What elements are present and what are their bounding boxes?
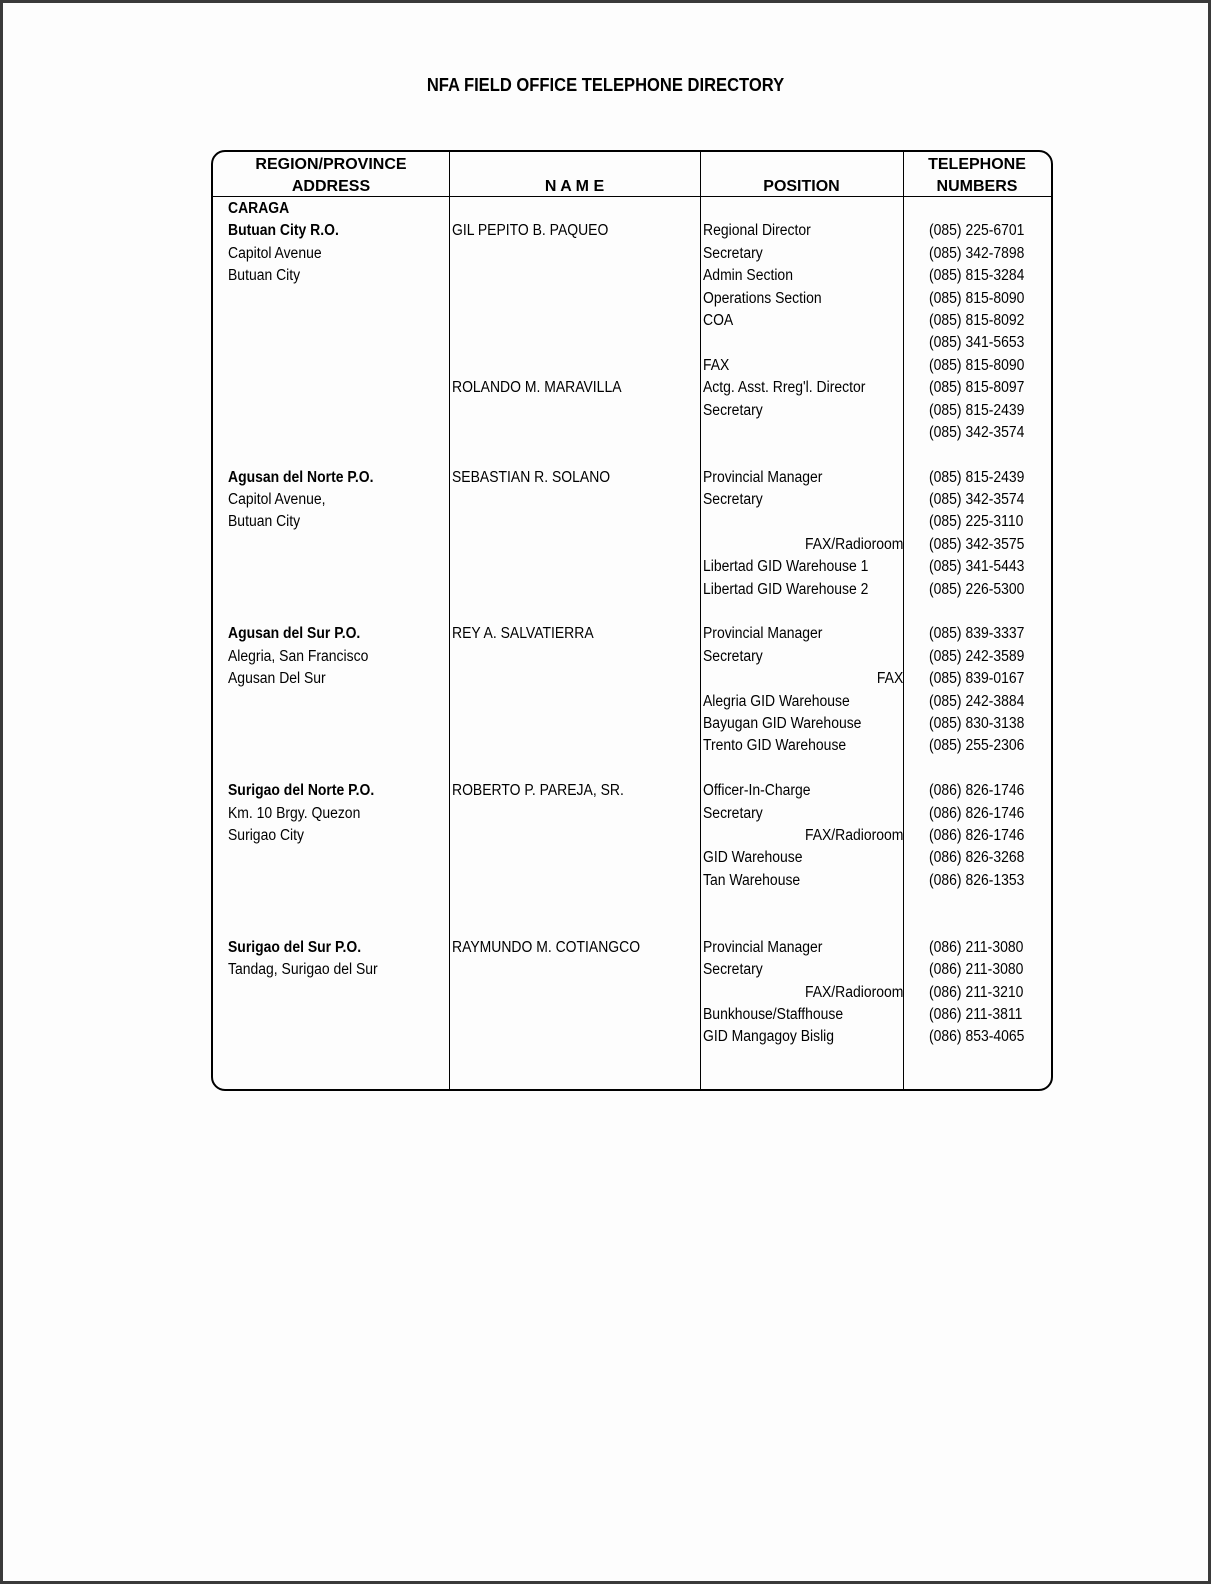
position-cell: Secretary (703, 244, 763, 262)
table-row (213, 1026, 1051, 1048)
address-cell: Alegria, San Francisco (228, 647, 369, 665)
position-cell: Officer-In-Charge (703, 782, 811, 800)
position-cell: FAX/Radioroom (804, 826, 903, 844)
position-cell: Secretary (703, 961, 763, 979)
table-row (213, 556, 1051, 578)
position-cell: Secretary (703, 804, 763, 822)
header-name-label: N A M E (544, 178, 605, 195)
telephone-cell: (085) 815-8092 (929, 311, 1025, 329)
directory-table (211, 150, 1053, 1091)
telephone-cell: (085) 342-3574 (929, 423, 1025, 441)
name-cell: REY A. SALVATIERRA (452, 625, 594, 643)
name-cell: RAYMUNDO M. COTIANGCO (452, 938, 641, 956)
table-row (213, 198, 1051, 220)
position-cell: Libertad GID Warehouse 1 (703, 558, 869, 576)
header-address-line2: ADDRESS (291, 178, 371, 195)
table-row (213, 534, 1051, 556)
table-row (213, 735, 1051, 757)
table-row (213, 422, 1051, 444)
position-cell: Secretary (703, 647, 763, 665)
telephone-cell: (085) 839-3337 (929, 625, 1025, 643)
address-cell: Butuan City (228, 513, 301, 531)
telephone-cell: (086) 211-3080 (929, 961, 1024, 979)
address-cell: Surigao City (228, 826, 304, 844)
telephone-cell: (085) 255-2306 (929, 737, 1025, 755)
position-cell: Alegria GID Warehouse (703, 692, 850, 710)
table-row (213, 265, 1051, 287)
telephone-cell: (086) 826-1353 (929, 871, 1025, 889)
telephone-cell: (085) 815-2439 (929, 468, 1025, 486)
telephone-cell: (085) 226-5300 (929, 580, 1025, 598)
header-telephone (903, 154, 1051, 196)
position-cell: Bunkhouse/Staffhouse (703, 1006, 844, 1024)
table-row (213, 803, 1051, 825)
table-row (213, 780, 1051, 802)
telephone-cell: (086) 211-3210 (929, 983, 1024, 1001)
name-cell: GIL PEPITO B. PAQUEO (452, 222, 609, 240)
position-cell: Tan Warehouse (703, 871, 801, 889)
telephone-cell: (085) 815-8090 (929, 356, 1025, 374)
telephone-cell: (086) 826-1746 (929, 826, 1025, 844)
table-row (213, 243, 1051, 265)
table-row (213, 870, 1051, 892)
telephone-cell: (085) 342-3575 (929, 535, 1025, 553)
table-row (213, 825, 1051, 847)
table-row (213, 489, 1051, 511)
table-row (213, 937, 1051, 959)
header-address-line1: REGION/PROVINCE (255, 156, 407, 173)
position-cell: Actg. Asst. Rreg'l. Director (703, 379, 866, 397)
position-cell: FAX (703, 356, 730, 374)
table-row (213, 668, 1051, 690)
table-row (213, 355, 1051, 377)
telephone-cell: (085) 225-3110 (929, 513, 1024, 531)
telephone-cell: (085) 839-0167 (929, 670, 1025, 688)
position-cell: FAX/Radioroom (804, 983, 903, 1001)
table-row (213, 915, 1051, 937)
telephone-cell: (085) 225-6701 (929, 222, 1025, 240)
position-cell: FAX/Radioroom (804, 535, 903, 553)
telephone-cell: (085) 815-2439 (929, 401, 1025, 419)
telephone-cell: (085) 815-8090 (929, 289, 1025, 307)
table-row (213, 847, 1051, 869)
telephone-cell: (085) 341-5653 (929, 334, 1025, 352)
header-position (700, 154, 903, 196)
telephone-cell: (085) 342-3574 (929, 491, 1025, 509)
address-cell: Capitol Avenue (228, 244, 322, 262)
header-position-label: POSITION (763, 178, 840, 195)
table-row (213, 892, 1051, 914)
telephone-cell: (086) 211-3811 (929, 1006, 1023, 1024)
telephone-cell: (085) 341-5443 (929, 558, 1025, 576)
telephone-cell: (085) 242-3884 (929, 692, 1025, 710)
table-row (213, 220, 1051, 242)
address-cell: Tandag, Surigao del Sur (228, 961, 378, 979)
table-row (213, 959, 1051, 981)
header-telephone-line1: TELEPHONE (928, 156, 1026, 173)
position-cell: Provincial Manager (703, 468, 823, 486)
position-cell: Secretary (703, 401, 763, 419)
address-cell: Agusan del Sur P.O. (228, 625, 361, 643)
address-cell: Surigao del Norte P.O. (228, 782, 375, 800)
table-row (213, 511, 1051, 533)
table-row (213, 623, 1051, 645)
address-cell: Butuan City (228, 267, 301, 285)
directory-rows (213, 198, 1051, 1049)
table-row (213, 691, 1051, 713)
telephone-cell: (085) 815-3284 (929, 267, 1025, 285)
telephone-cell: (085) 830-3138 (929, 714, 1025, 732)
name-cell: ROBERTO P. PAREJA, SR. (452, 782, 624, 800)
position-cell: GID Warehouse (703, 849, 803, 867)
position-cell: FAX (876, 670, 903, 688)
header-name (449, 154, 700, 196)
telephone-cell: (085) 342-7898 (929, 244, 1025, 262)
table-row (213, 982, 1051, 1004)
table-row (213, 377, 1051, 399)
table-row (213, 1004, 1051, 1026)
table-row (213, 579, 1051, 601)
address-cell: Agusan Del Sur (228, 670, 326, 688)
header-address (213, 154, 449, 196)
table-row (213, 646, 1051, 668)
position-cell: Operations Section (703, 289, 822, 307)
name-cell: SEBASTIAN R. SOLANO (452, 468, 611, 486)
table-row (213, 601, 1051, 623)
telephone-cell: (086) 826-1746 (929, 782, 1025, 800)
position-cell: COA (703, 311, 734, 329)
telephone-cell: (086) 826-1746 (929, 804, 1025, 822)
address-cell: Butuan City R.O. (228, 222, 339, 240)
table-row (213, 332, 1051, 354)
telephone-cell: (086) 211-3080 (929, 938, 1024, 956)
position-cell: Admin Section (703, 267, 793, 285)
table-row (213, 444, 1051, 466)
telephone-cell: (086) 826-3268 (929, 849, 1025, 867)
table-row (213, 288, 1051, 310)
telephone-cell: (085) 815-8097 (929, 379, 1025, 397)
telephone-cell: (086) 853-4065 (929, 1028, 1025, 1046)
position-cell: Provincial Manager (703, 625, 823, 643)
document-title: NFA FIELD OFFICE TELEPHONE DIRECTORY (426, 75, 785, 95)
position-cell: Bayugan GID Warehouse (703, 714, 862, 732)
telephone-cell: (085) 242-3589 (929, 647, 1025, 665)
address-cell: CARAGA (228, 200, 290, 217)
position-cell: Libertad GID Warehouse 2 (703, 580, 869, 598)
position-cell: Secretary (703, 491, 763, 509)
table-row (213, 467, 1051, 489)
table-row (213, 713, 1051, 735)
position-cell: Regional Director (703, 222, 811, 240)
table-row (213, 400, 1051, 422)
position-cell: Provincial Manager (703, 938, 823, 956)
address-cell: Km. 10 Brgy. Quezon (228, 804, 361, 822)
address-cell: Surigao del Sur P.O. (228, 938, 362, 956)
table-row (213, 758, 1051, 780)
table-row (213, 310, 1051, 332)
address-cell: Capitol Avenue, (228, 491, 326, 509)
name-cell: ROLANDO M. MARAVILLA (452, 379, 622, 397)
position-cell: GID Mangagoy Bislig (703, 1028, 835, 1046)
header-telephone-line2: NUMBERS (936, 178, 1018, 195)
address-cell: Agusan del Norte P.O. (228, 468, 374, 486)
position-cell: Trento GID Warehouse (703, 737, 847, 755)
